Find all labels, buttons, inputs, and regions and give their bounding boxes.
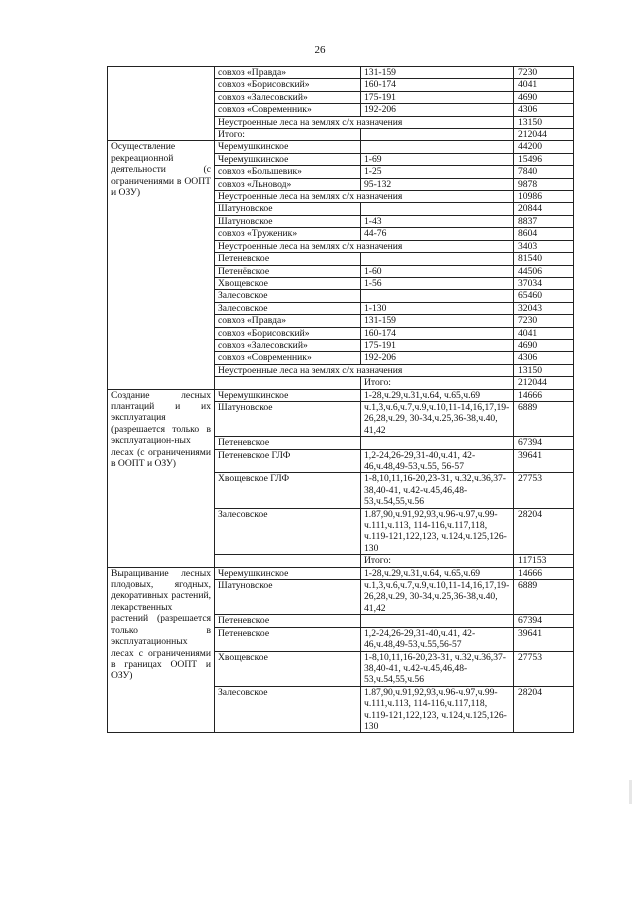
hectares-cell: 4306 [514,104,574,116]
kvartal-cell [361,615,514,627]
area-cell: Итого: [215,129,361,141]
hectares-cell: 44506 [514,265,574,277]
area-cell: Черемушкинское [215,567,361,579]
hectares-cell: 7230 [514,67,574,79]
activity-cell: Выращивание лесных плодовых, ягодных, декоративных растений, лекарственных растений (разрешается только в эксплуатационных лесах с ограничениями в границах ООПТ и ОЗУ) [108,567,215,733]
scan-artifact [629,780,632,804]
hectares-cell: 67394 [514,437,574,449]
area-cell: совхоз «Современник» [215,104,361,116]
hectares-cell: 37034 [514,277,574,289]
area-cell [215,555,361,567]
kvartal-cell: 1,2-24,26-29,31-40,ч.41, 42-46,ч.48,49-53,ч.55,56-57 [361,627,514,651]
hectares-cell: 27753 [514,473,574,508]
kvartal-cell: 1-43 [361,215,514,227]
activity-cell [108,67,215,141]
hectares-cell: 15496 [514,153,574,165]
area-cell: Шатуновское [215,401,361,436]
hectares-cell: 8604 [514,228,574,240]
area-cell: совхоз «Труженик» [215,228,361,240]
kvartal-cell: 1-56 [361,277,514,289]
kvartal-cell: 44-76 [361,228,514,240]
area-cell: Черемушкинское [215,141,361,153]
area-cell: Шатуновское [215,580,361,615]
area-cell: Петеневское [215,627,361,651]
area-cell: совхоз «Борисовский» [215,327,361,339]
kvartal-cell: ч.1,3,ч.6,ч.7,ч.9,ч.10,11-14,16,17,19-26,28,ч.29, 30-34,ч.25,36-38,ч.40, 41,42 [361,580,514,615]
hectares-cell: 7840 [514,166,574,178]
hectares-cell: 28204 [514,686,574,733]
area-cell: Черемушкинское [215,389,361,401]
kvartal-cell: 175-191 [361,339,514,351]
area-cell: совхоз «Правда» [215,67,361,79]
kvartal-cell: ч.1,3,ч.6,ч.7,ч.9,ч.10,11-14,16,17,19-26,28,ч.29, 30-34,ч.25,36-38,ч.40, 41,42 [361,401,514,436]
area-cell: Залесовское [215,290,361,302]
area-cell: Петенёвское [215,265,361,277]
hectares-cell: 117153 [514,555,574,567]
page-number: 26 [314,44,326,56]
kvartal-cell: Итого: [361,555,514,567]
hectares-cell: 6889 [514,580,574,615]
area-cell: Петеневское [215,253,361,265]
hectares-cell: 28204 [514,508,574,555]
hectares-cell: 81540 [514,253,574,265]
hectares-cell: 14666 [514,567,574,579]
kvartal-cell: 95-132 [361,178,514,190]
kvartal-cell: 160-174 [361,79,514,91]
table-row [108,67,574,79]
kvartal-cell: 1-25 [361,166,514,178]
area-cell: совхоз «Правда» [215,315,361,327]
area-cell: Неустроенные леса на землях с/х назначения [215,240,514,252]
area-cell: совхоз «Современник» [215,352,361,364]
kvartal-cell: 1.87,90,ч.91,92,93,ч.96-ч.97,ч.99-ч.111,ч.113, 114-116,ч.117,118, ч.119-121,122,123, ч.124,ч.125,126-130 [361,508,514,555]
kvartal-cell: 131-159 [361,315,514,327]
hectares-cell: 6889 [514,401,574,436]
hectares-cell: 27753 [514,651,574,686]
hectares-cell: 32043 [514,302,574,314]
hectares-cell: 3403 [514,240,574,252]
activity-cell: Создание лесных плантаций и их эксплуатация (разрешается только в эксплуатацион-ных лесах (с ограничениями в ООПТ и ОЗУ) [108,389,215,567]
hectares-cell: 39641 [514,627,574,651]
area-cell: Черемушкинское [215,153,361,165]
table-row [108,567,574,579]
hectares-cell: 4041 [514,79,574,91]
area-cell: совхоз «Залесовский» [215,91,361,103]
kvartal-cell: 175-191 [361,91,514,103]
hectares-cell: 4041 [514,327,574,339]
kvartal-cell: 192-206 [361,352,514,364]
hectares-cell: 4690 [514,91,574,103]
activity-cell: Осуществление рекреационной деятельности (с ограничениями в ООПТ и ОЗУ) [108,141,215,389]
kvartal-cell: 1-60 [361,265,514,277]
kvartal-cell [361,129,514,141]
hectares-cell: 44200 [514,141,574,153]
area-cell: совхоз «Борисовский» [215,79,361,91]
area-cell: Неустроенные леса на землях с/х назначения [215,191,514,203]
area-cell: Шатуновское [215,215,361,227]
area-cell: Хвощевское [215,651,361,686]
kvartal-cell: 1-28,ч.29,ч.31,ч.64, ч.65,ч.69 [361,389,514,401]
area-cell: совхоз «Льновод» [215,178,361,190]
area-cell: Залесовское [215,302,361,314]
kvartal-cell: 1.87,90,ч.91,92,93,ч.96-ч.97,ч.99-ч.111,ч.113, 114-116,ч.117,118, ч.119-121,122,123, ч.124,ч.125,126-130 [361,686,514,733]
kvartal-cell: 1-8,10,11,16-20,23-31, ч.32,ч.36,37-38,40-41, ч.42-ч.45,46,48-53,ч.54,55,ч.56 [361,651,514,686]
forest-use-table [107,66,574,733]
kvartal-cell [361,437,514,449]
kvartal-cell: 1,2-24,26-29,31-40,ч.41, 42-46,ч.48,49-53,ч.55, 56-57 [361,449,514,473]
hectares-cell: 212044 [514,129,574,141]
hectares-cell: 14666 [514,389,574,401]
kvartal-cell [361,290,514,302]
kvartal-cell [361,203,514,215]
hectares-cell: 65460 [514,290,574,302]
kvartal-cell: 131-159 [361,67,514,79]
kvartal-cell: 1-8,10,11,16-20,23-31, ч.32,ч.36,37-38,40-41, ч.42-ч.45,46,48-53,ч.54,55,ч.56 [361,473,514,508]
kvartal-cell: 1-130 [361,302,514,314]
kvartal-cell: 160-174 [361,327,514,339]
table-row [108,141,574,153]
area-cell: Хвощевское [215,277,361,289]
area-cell: Неустроенные леса на землях с/х назначения [215,116,514,128]
hectares-cell: 20844 [514,203,574,215]
hectares-cell: 4690 [514,339,574,351]
hectares-cell: 13150 [514,364,574,376]
hectares-cell: 39641 [514,449,574,473]
hectares-cell: 10986 [514,191,574,203]
table-row [108,389,574,401]
area-cell: Петеневское ГЛФ [215,449,361,473]
area-cell: Петеневское [215,437,361,449]
kvartal-cell: 1-69 [361,153,514,165]
area-cell: совхоз «Большевик» [215,166,361,178]
area-cell: совхоз «Залесовский» [215,339,361,351]
hectares-cell: 212044 [514,377,574,389]
kvartal-cell: 192-206 [361,104,514,116]
kvartal-cell: Итого: [361,377,514,389]
area-cell: Хвощевское ГЛФ [215,473,361,508]
kvartal-cell: 1-28,ч.29,ч.31,ч.64, ч.65,ч.69 [361,567,514,579]
hectares-cell: 8837 [514,215,574,227]
kvartal-cell [361,253,514,265]
hectares-cell: 7230 [514,315,574,327]
area-cell: Петеневское [215,615,361,627]
area-cell: Залесовское [215,686,361,733]
hectares-cell: 13150 [514,116,574,128]
hectares-cell: 9878 [514,178,574,190]
area-cell: Залесовское [215,508,361,555]
area-cell [215,377,361,389]
area-cell: Неустроенные леса на землях с/х назначения [215,364,514,376]
kvartal-cell [361,141,514,153]
hectares-cell: 67394 [514,615,574,627]
hectares-cell: 4306 [514,352,574,364]
area-cell: Шатуновское [215,203,361,215]
